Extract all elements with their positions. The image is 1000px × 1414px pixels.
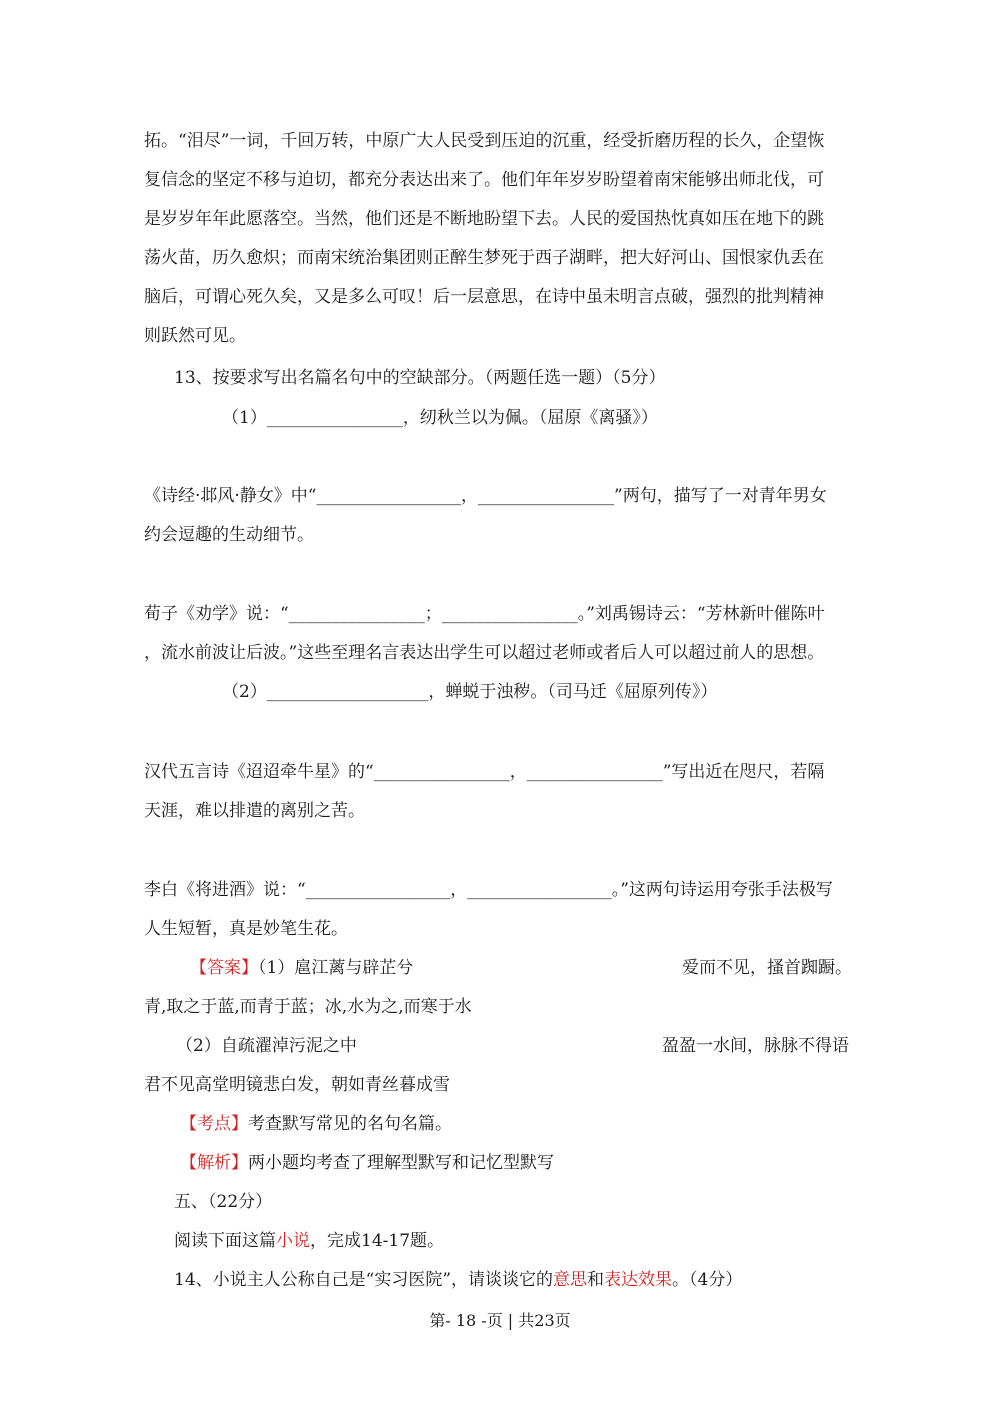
question-13-line: ，流水前波让后波。”这些至理名言表达出学生可以超过老师或者后人可以超过前人的思想。: [144, 643, 825, 663]
paragraph-line: 是岁岁年年此愿落空。当然，他们还是不断地盼望下去。人民的爱国热忱真如压在地下的跳: [144, 209, 824, 229]
reading-text: ，完成14-17题。: [310, 1231, 445, 1251]
answer-text: （1）扈江蓠与辟芷兮: [258, 958, 414, 978]
question-13-part2: （2）___________________，蝉蜕于浊秽。（司马迁《屈原列传》）: [222, 682, 718, 702]
section-5-heading: 五、（22分）: [174, 1192, 273, 1212]
kaodian-text: 考查默写常见的名句名篇。: [248, 1114, 452, 1134]
paragraph-line: 拓。“泪尽”一词，千回万转，中原广大人民受到压迫的沉重，经受折磨历程的长久，企望恢: [144, 131, 825, 151]
question-13-title: 13、按要求写出名篇名句中的空缺部分。（两题任选一题）（5分）: [174, 368, 666, 388]
question-14-highlight: 意思: [553, 1270, 588, 1290]
question-13-line: 约会逗趣的生动细节。: [144, 525, 314, 545]
jiexi-text: 两小题均考查了理解型默写和记忆型默写: [248, 1153, 554, 1173]
answer-line-3-right: 盈盈一水间，脉脉不得语: [662, 1036, 849, 1056]
answer-line-1-right: 爱而不见，搔首踟蹰。: [682, 958, 852, 978]
question-13-line: 天涯，难以排遣的离别之苦。: [144, 801, 365, 821]
answer-line-4: 君不见高堂明镜悲白发，朝如青丝暮成雪: [144, 1075, 450, 1095]
reading-instruction: [174, 1229, 444, 1253]
question-14-text: 。（4分）: [672, 1270, 743, 1290]
question-13-line: 人生短暂，真是妙笔生花。: [144, 919, 348, 939]
reading-highlight: 小说: [276, 1231, 310, 1251]
question-13-line: 荀子《劝学》说：“________________；________________。”刘禹锡诗云：“芳林新叶催陈叶: [144, 604, 825, 624]
reading-text: 阅读下面这篇: [174, 1231, 276, 1251]
question-13-part1: （1）________________，纫秋兰以为佩。（屈原《离骚》）: [222, 408, 658, 428]
paragraph-line: 复信念的坚定不移与迫切，都充分表达出来了。他们年年岁岁盼望着南宋能够出师北伐，可: [144, 170, 824, 190]
question-14: [174, 1268, 742, 1292]
kaodian-line: [180, 1112, 452, 1136]
kaodian-tag: 【考点】: [180, 1114, 248, 1134]
jiexi-tag: 【解析】: [180, 1153, 248, 1173]
paragraph-line: 脑后，可谓心死久矣，又是多么可叹！后一层意思，在诗中虽未明言点破，强烈的批判精神: [144, 287, 824, 307]
answer-line-3: （2）自疏濯淖污泥之中: [176, 1036, 357, 1056]
page-footer: 第- 18 -页 | 共23页: [429, 1311, 571, 1330]
answer-line-2: 青,取之于蓝,而青于蓝；冰,水为之,而寒于水: [144, 997, 472, 1017]
answer-tag: 【答案】: [190, 958, 258, 978]
question-14-text: 和: [587, 1270, 605, 1290]
answer-line-1: [190, 956, 413, 980]
jiexi-line: [180, 1151, 554, 1175]
question-13-line: 汉代五言诗《迢迢牵牛星》的“________________，________________”写出近在咫尺，若隔: [144, 762, 825, 782]
question-13-line: 李白《将进酒》说：“_________________，_________________。”这两句诗运用夸张手法极写: [144, 880, 833, 900]
question-14-text: 14、小说主人公称自己是“实习医院”，请谈谈它的: [174, 1270, 554, 1290]
paragraph-line: 荡火苗，历久愈炽；而南宋统治集团则正醉生梦死于西子湖畔，把大好河山、国恨家仇丢在: [144, 248, 824, 268]
question-13-line: 《诗经·邶风·静女》中“_________________，________________”两句，描写了一对青年男女: [144, 486, 827, 506]
paragraph-line: 则跃然可见。: [144, 326, 246, 346]
question-14-highlight: 表达效果: [604, 1270, 673, 1290]
